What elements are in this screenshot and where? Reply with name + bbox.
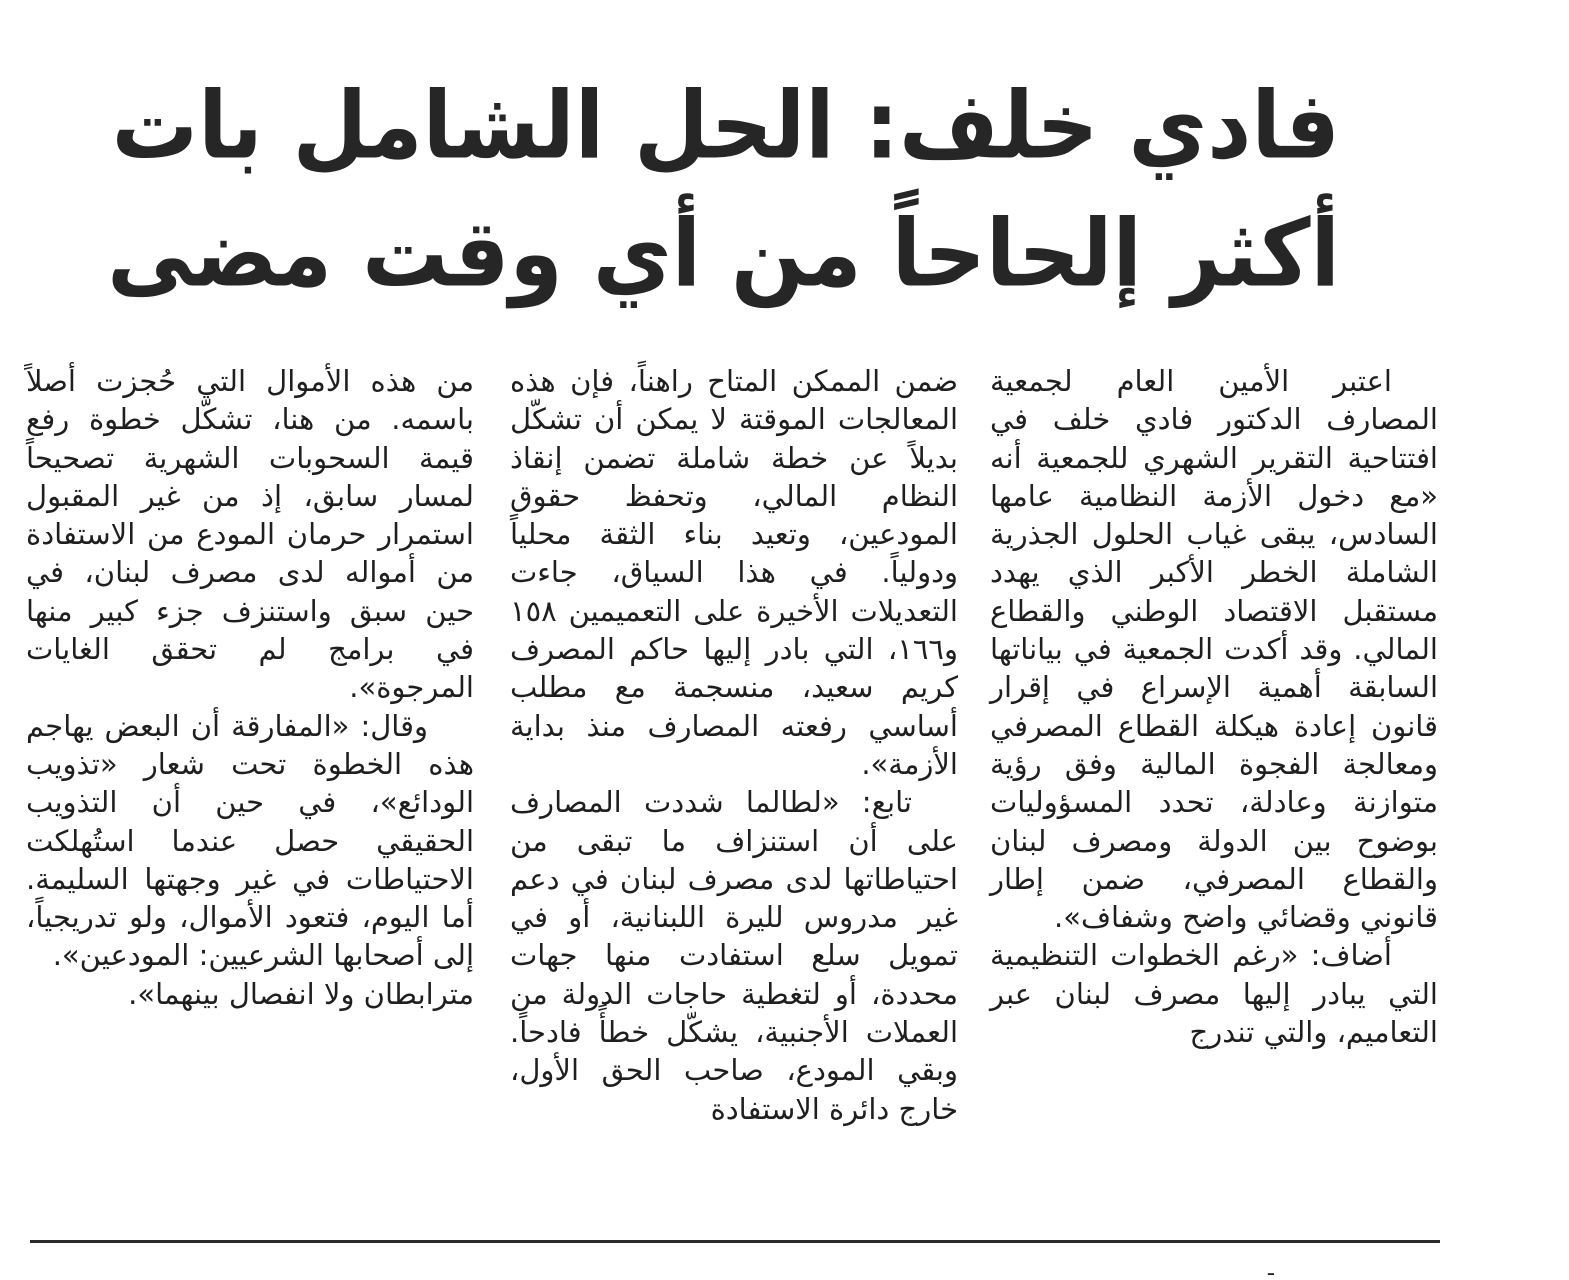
article-column-middle xyxy=(510,362,958,1128)
column-left-paragraph-3: مترابطان ولا انفصال بينهما». xyxy=(128,976,474,1011)
corner-mark: ـ xyxy=(1268,1256,1274,1280)
column-middle-paragraph-1: ضمن الممكن المتاح راهناً، فإن هذه المعالجات الموقتة لا يمكن أن تشكّل بديلاً عن خطة شاملة تضمن إنقاذ النظام المالي، وتحفظ حقوق المودعين، وتعيد بناء الثقة محلياً ودولياً. في هذا السياق، جاءت التعديلات الأخيرة على التعميمين ١٥٨ و١٦٦، التي بادر إليها حاكم المصرف كريم سعيد، منسجمة مع مطلب أساسي رفعته المصارف منذ بداية الأزمة». xyxy=(510,364,958,781)
column-middle-paragraph-2: تابع: «لطالما شددت المصارف على أن استنزاف ما تبقى من احتياطاتها لدى مصرف لبنان في دعم غير مدروس لليرة اللبنانية، أو في تمويل سلع استفادت منها جهات محددة، أو لتغطية حاجات الدولة من العملات الأجنبية، يشكّل خطأً فادحاً. وبقي المودع، صاحب الحق الأول، خارج دائرة الاستفادة xyxy=(510,785,958,1126)
article-column-right xyxy=(990,362,1438,1051)
column-right-paragraph-1: اعتبر الأمين العام لجمعية المصارف الدكتور فادي خلف في افتتاحية التقرير الشهري للجمعية أنه «مع دخول الأزمة النظامية عامها السادس، يبقى غياب الحلول الجذرية الشاملة الخطر الأكبر الذي يهدد مستقبل الاقتصاد الوطني والقطاع المالي. وقد أكدت الجمعية في بياناتها السابقة أهمية الإسراع في إقرار قانون إعادة هيكلة القطاع المصرفي ومعالجة الفجوة المالية وفق رؤية متوازنة وعادلة، تحدد المسؤوليات بوضوح بين الدولة ومصرف لبنان والقطاع المصرفي، ضمن إطار قانوني وقضائي واضح وشفاف». xyxy=(990,364,1438,935)
headline-line-1: فادي خلف: الحل الشامل بات xyxy=(111,72,1340,180)
bottom-divider xyxy=(30,1240,1440,1243)
column-right-paragraph-2: أضاف: «رغم الخطوات التنظيمية التي يبادر إليها مصرف لبنان عبر التعاميم، والتي تندرج xyxy=(990,938,1438,1050)
article-column-left xyxy=(26,362,474,1013)
column-left-paragraph-2: وقال: «المفارقة أن البعض يهاجم هذه الخطوة تحت شعار «تذويب الودائع»، في حين أن التذويب الحقيقي حصل عندما استُهلكت الاحتياطات في غير وجهتها السليمة. أما اليوم، فتعود الأموال، ولو تدريجياً، إلى أصحابها الشرعيين: المودعين». xyxy=(26,708,474,973)
headline-line-2: أكثر إلحاحاً من أي وقت مضى xyxy=(107,200,1340,308)
article-headline xyxy=(107,62,1340,318)
column-left-paragraph-1: من هذه الأموال التي حُجزت أصلاً باسمه. من هنا، تشكّل خطوة رفع قيمة السحوبات الشهرية تصحيحاً لمسار سابق، إذ من غير المقبول استمرار حرمان المودع من الاستفادة من أمواله لدى مصرف لبنان، في حين سبق واستنزف جزء كبير منها في برامج لم تحقق الغايات المرجوة». xyxy=(26,364,474,705)
